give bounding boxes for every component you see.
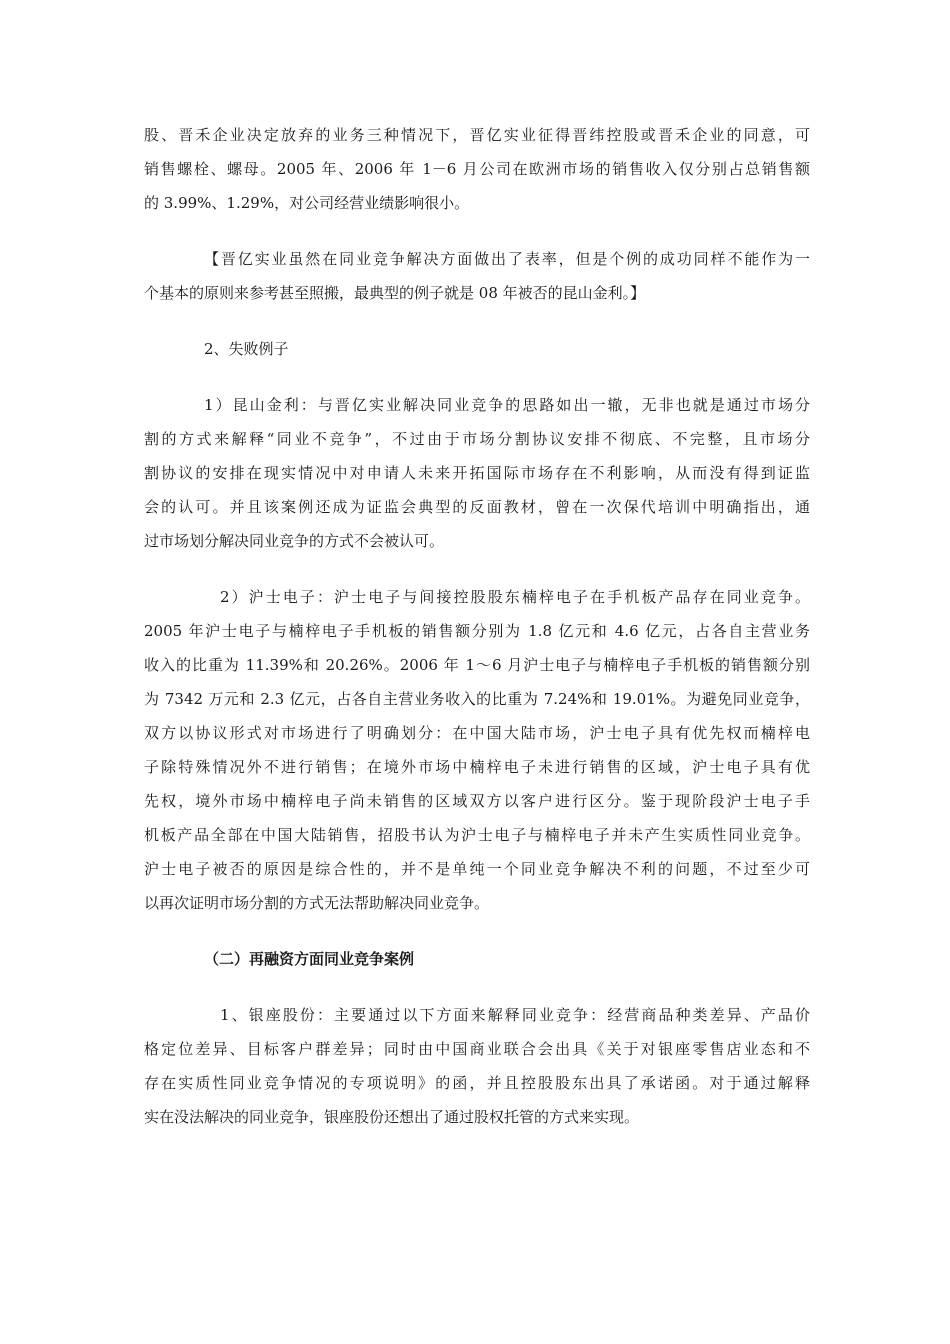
text-line: 【晋亿实业虽然在同业竞争解决方面做出了表率，但是个例的成功同样不能作为一	[204, 250, 810, 268]
section-heading: 2、失败例子	[204, 340, 289, 358]
text-line: 双方以协议形式对市场进行了明确划分：在中国大陆市场，沪士电子具有优先权而楠梓电	[144, 724, 810, 742]
paragraph-kunshan-jinli	[144, 388, 810, 558]
paragraph-bracket-note	[144, 242, 810, 310]
text-line: 过市场划分解决同业竞争的方式不会被认可。	[144, 532, 445, 550]
paragraph-jinyi-europe-sales	[144, 118, 810, 220]
text-line: 割的方式来解释“同业不竞争”，不过由于市场分割协议安排不彻底、不完整，且市场分	[144, 430, 810, 448]
text-line: 存在实质性同业竞争情况的专项说明》的函，并且控股股东出具了承诺函。对于通过解释	[144, 1074, 810, 1092]
text-line: 销售螺栓、螺母。2005 年、2006 年 1－6 月公司在欧洲市场的销售收入仅分别占总销售额	[144, 160, 810, 178]
document-page	[144, 118, 810, 1134]
paragraph-hushi-electronics	[144, 580, 810, 920]
text-line: 个基本的原则来参考甚至照搬，最典型的例子就是 08 年被否的昆山金利。】	[144, 284, 646, 302]
section-heading-failure-examples	[144, 332, 810, 366]
text-line: 2005 年沪士电子与楠梓电子手机板的销售额分别为 1.8 亿元和 4.6 亿元，占各自主营业务	[144, 622, 810, 640]
paragraph-yinzuo	[144, 998, 810, 1134]
text-line: 为 7342 万元和 2.3 亿元，占各自主营业务收入的比重为 7.24%和 19.01%。为避免同业竞争，	[144, 690, 810, 708]
section-heading-refinancing	[144, 942, 810, 976]
text-line: 的 3.99%、1.29%，对公司经营业绩影响很小。	[144, 194, 470, 212]
text-line: 机板产品全部在中国大陆销售，招股书认为沪士电子与楠梓电子并未产生实质性同业竞争。	[144, 826, 810, 844]
text-line: 先权，境外市场中楠梓电子尚未销售的区域双方以客户进行区分。鉴于现阶段沪士电子手	[144, 792, 810, 810]
text-line: 收入的比重为 11.39%和 20.26%。2006 年 1～6 月沪士电子与楠梓电子手机板的销售额分别	[144, 656, 810, 674]
text-line: 割协议的安排在现实情况中对申请人未来开拓国际市场存在不利影响，从而没有得到证监	[144, 464, 810, 482]
text-line: 会的认可。并且该案例还成为证监会典型的反面教材，曾在一次保代培训中明确指出，通	[144, 498, 810, 516]
text-line: 以再次证明市场分割的方式无法帮助解决同业竞争。	[144, 894, 490, 912]
text-line: 1、银座股份：主要通过以下方面来解释同业竞争：经营商品种类差异、产品价	[220, 1006, 810, 1024]
section-heading: （二）再融资方面同业竞争案例	[204, 950, 415, 968]
text-line: 2）沪士电子：沪士电子与间接控股股东楠梓电子在手机板产品存在同业竞争。	[220, 588, 810, 606]
text-line: 实在没法解决的同业竞争，银座股份还想出了通过股权托管的方式来实现。	[144, 1108, 640, 1126]
text-line: 1）昆山金利：与晋亿实业解决同业竞争的思路如出一辙，无非也就是通过市场分	[204, 396, 810, 414]
text-line: 格定位差异、目标客户群差异；同时由中国商业联合会出具《关于对银座零售店业态和不	[144, 1040, 810, 1058]
text-line: 股、晋禾企业决定放弃的业务三种情况下，晋亿实业征得晋纬控股或晋禾企业的同意，可	[144, 126, 810, 144]
text-line: 沪士电子被否的原因是综合性的，并不是单纯一个同业竞争解决不利的问题，不过至少可	[144, 860, 810, 878]
text-line: 子除特殊情况外不进行销售；在境外市场中楠梓电子未进行销售的区域，沪士电子具有优	[144, 758, 810, 776]
